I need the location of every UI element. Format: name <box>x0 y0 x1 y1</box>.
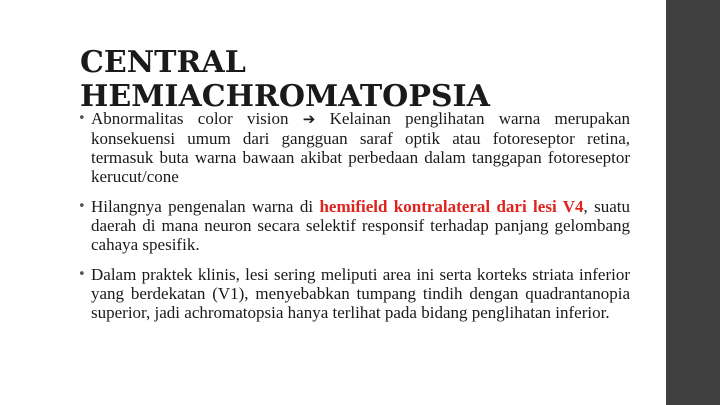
right-sidebar-bar <box>666 0 720 405</box>
bullet-text: Hilangnya pengenalan warna di <box>91 197 320 216</box>
bullet-text: Kelainan penglihatan warna merupakan konsekuensi umum dari gangguan saraf optik atau fotoreseptor retina, termasuk buta warna bawaan akibat perbedaan dalam tanggapan fotoreseptor kerucut/cone <box>91 109 630 186</box>
bullet-item-hemifield <box>78 197 630 254</box>
title-line-1: CENTRAL <box>80 45 246 81</box>
bullet-text: Dalam praktek klinis, lesi sering meliputi area ini serta korteks striata inferior yang berdekatan (V1), menyebabkan tumpang tindih dengan quadrantanopia superior, jadi achromatopsia hanya terlihat pada bidang penglihatan inferior. <box>91 265 630 322</box>
arrow-right-icon: ➔ <box>302 110 316 128</box>
bullet-text: Abnormalitas color vision <box>91 109 303 128</box>
bullet-text: , suatu daerah di mana neuron secara selektif responsif terhadap panjang gelombang cahaya spesifik. <box>91 197 630 254</box>
bullet-icon: • <box>78 267 86 282</box>
bullet-item-color-vision <box>78 109 630 186</box>
bullet-list <box>78 109 630 333</box>
bullet-icon: • <box>78 111 86 126</box>
slide-title <box>80 46 640 114</box>
title-line-2: HEMIACHROMATOPSIA <box>80 79 490 115</box>
highlighted-term: hemifield kontralateral dari lesi V4 <box>319 197 584 216</box>
bullet-item-clinical <box>78 265 630 322</box>
bullet-icon: • <box>78 199 86 214</box>
